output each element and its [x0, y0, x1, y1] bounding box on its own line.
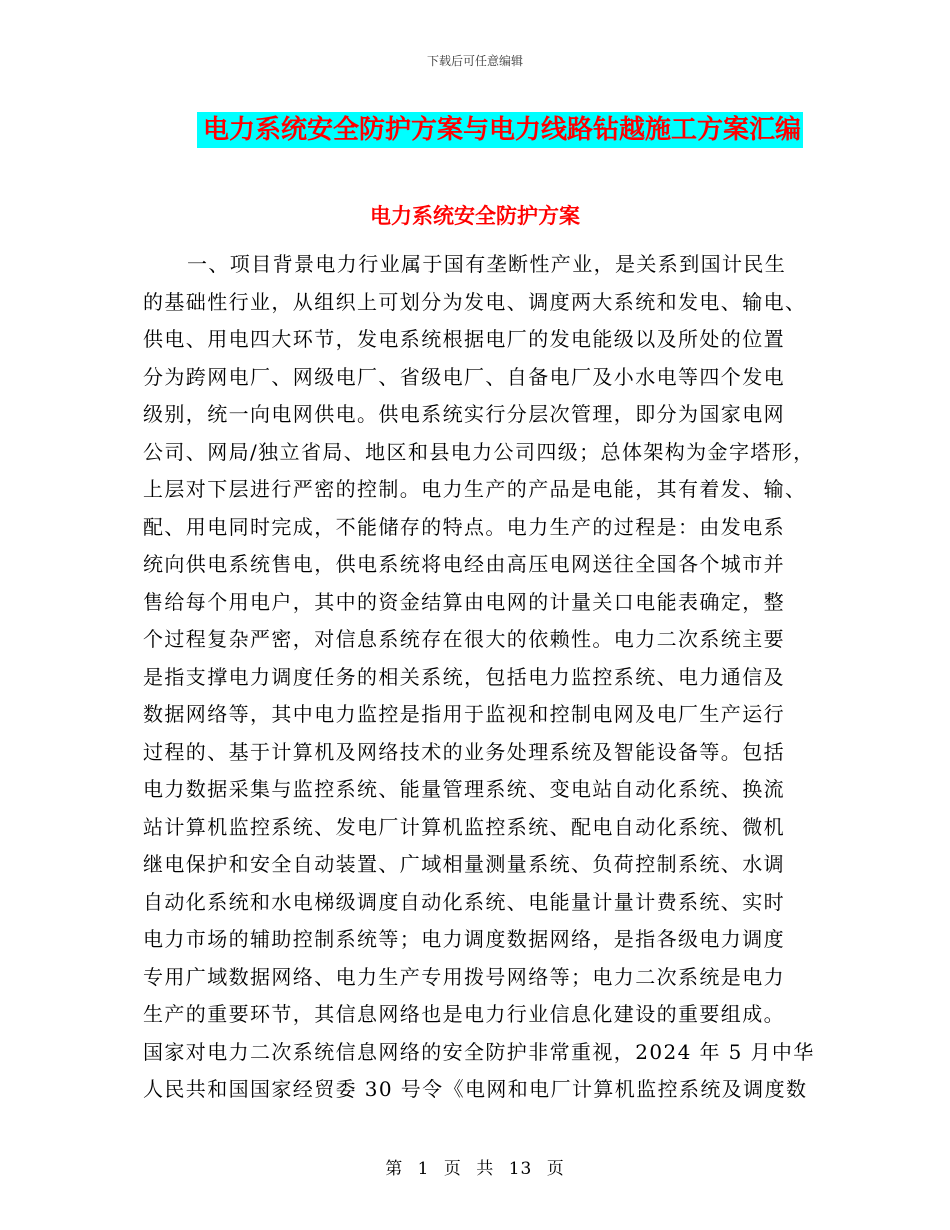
- body-line: 电力市场的辅助控制系统等；电力调度数据网络，是指各级电力调度: [143, 927, 785, 951]
- body-line: 的基础性行业，从组织上可划分为发电、调度两大系统和发电、输电、: [143, 289, 807, 314]
- body-line: 专用广域数据网络、电力生产专用拨号网络等；电力二次系统是电力: [143, 964, 785, 989]
- body-line: 数据网络等，其中电力监控是指用于监视和控制电网及电厂生产运行: [143, 702, 785, 726]
- body-line: 一、项目背景电力行业属于国有垄断性产业，是关系到国计民生: [187, 252, 787, 276]
- body-line: 统向供电系统售电，供电系统将电经由高压电网送往全国各个城市并: [143, 552, 785, 576]
- body-line: 个过程复杂严密，对信息系统存在很大的依赖性。电力二次系统主要: [143, 627, 785, 651]
- body-line: 供电、用电四大环节，发电系统根据电厂的发电能级以及所处的位置: [143, 327, 785, 351]
- page-header-note: 下载后可任意编辑: [426, 54, 523, 68]
- footer-label-unit: 页: [443, 1159, 462, 1179]
- body-line: 国家对电力二次系统信息网络的安全防护非常重视，2024 年 5 月中华: [143, 1039, 815, 1064]
- body-line: 配、用电同时完成，不能储存的特点。电力生产的过程是：由发电系: [143, 514, 785, 539]
- body-line: 站计算机监控系统、发电厂计算机监控系统、配电自动化系统、微机: [143, 814, 785, 839]
- footer-label-unit2: 页: [546, 1159, 565, 1179]
- document-title: 电力系统安全防护方案与电力线路钻越施工方案汇编: [197, 112, 803, 148]
- page-footer: [0, 1154, 950, 1179]
- body-line: 继电保护和安全自动装置、广域相量测量系统、负荷控制系统、水调: [143, 852, 785, 876]
- body-line: 上层对下层进行严密的控制。电力生产的产品是电能，其有着发、输、: [143, 477, 807, 501]
- footer-label-total: 共: [476, 1159, 495, 1179]
- body-line: 电力数据采集与监控系统、能量管理系统、变电站自动化系统、换流: [143, 777, 785, 801]
- footer-current-page: 1: [417, 1159, 430, 1179]
- section-title: 电力系统安全防护方案: [370, 204, 580, 228]
- body-line: 级别，统一向电网供电。供电系统实行分层次管理，即分为国家电网: [143, 402, 785, 426]
- footer-total-pages: 13: [508, 1159, 533, 1179]
- body-line: 公司、网局/独立省局、地区和县电力公司四级；总体架构为金字塔形，: [143, 439, 815, 464]
- body-line: 人民共和国国家经贸委 30 号令《电网和电厂计算机监控系统及调度数: [143, 1077, 808, 1101]
- body-line: 是指支撑电力调度任务的相关系统，包括电力监控系统、电力通信及: [143, 664, 785, 689]
- body-line: 过程的、基于计算机及网络技术的业务处理系统及智能设备等。包括: [143, 739, 785, 764]
- document-title-container: [0, 112, 950, 148]
- body-line: 售给每个用电户，其中的资金结算由电网的计量关口电能表确定，整: [143, 589, 785, 614]
- body-line: 自动化系统和水电梯级调度自动化系统、电能量计量计费系统、实时: [143, 889, 785, 914]
- body-line: 生产的重要环节，其信息网络也是电力行业信息化建设的重要组成。: [143, 1002, 785, 1026]
- footer-label-page: 第: [385, 1159, 404, 1179]
- body-text: [143, 246, 815, 1109]
- body-line: 分为跨网电厂、网级电厂、省级电厂、自备电厂及小水电等四个发电: [143, 364, 785, 389]
